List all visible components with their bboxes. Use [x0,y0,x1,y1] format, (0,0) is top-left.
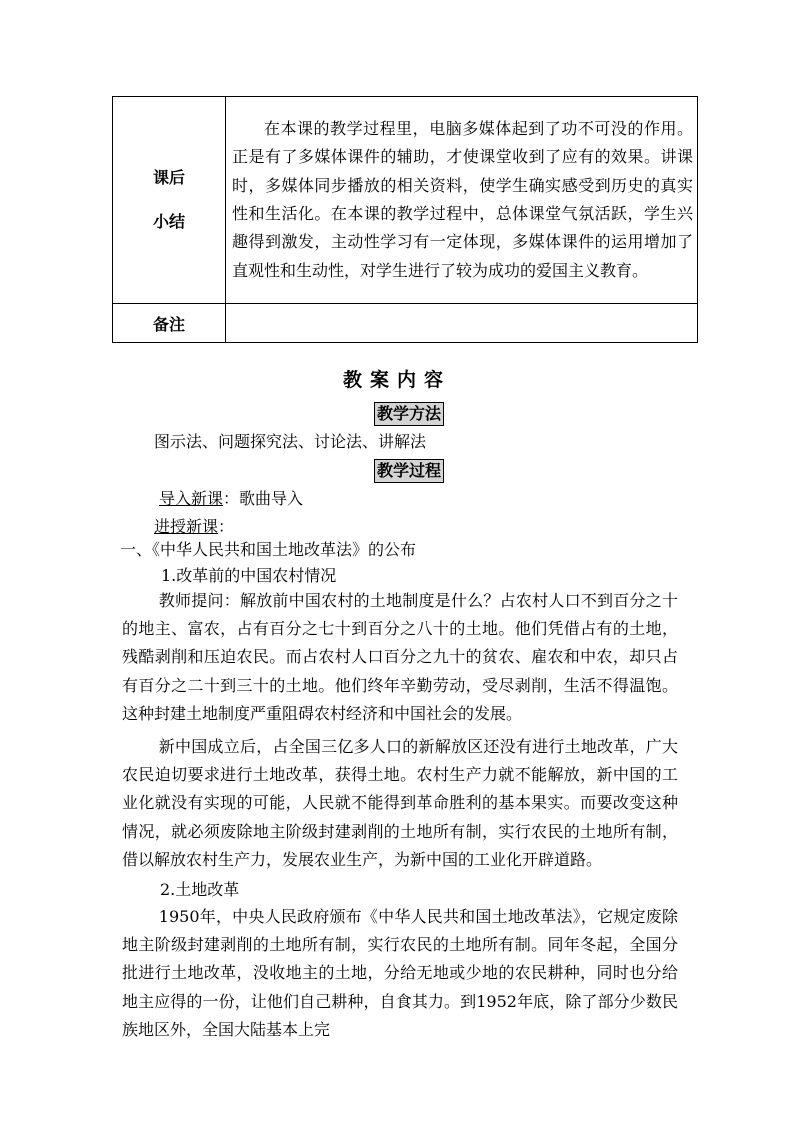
summary-text: 在本课的教学过程里，电脑多媒体起到了功不可没的作用。正是有了多媒体课件的辅助，才使课堂收到了应有的效果。讲课时，多媒体同步播放的相关资料，使学生确实感受到历史的真实性和生活化。在本课的教学过程中，总体课堂气氛活跃，学生兴趣得到激发，主动性学习有一定体现，多媒体课件的运用增加了直观性和生动性，对学生进行了较为成功的爱国主义教育。 [232,118,693,280]
process-heading: 教学过程 [374,459,444,483]
new-lesson-colon: ： [218,517,235,536]
method-heading: 教学方法 [374,402,444,426]
summary-label-line1: 课后 [152,168,185,187]
new-lesson-line [154,517,234,537]
summary-row [113,97,698,304]
summary-label-cell [113,97,226,304]
summary-content-cell [226,97,698,304]
summary-label-line2: 小结 [152,212,185,231]
remarks-content-cell [226,304,698,343]
intro-line [159,489,303,509]
sub2-title: 2.土地改革 [160,880,240,899]
section1-title: 一、《中华人民共和国土地改革法》的公布 [120,540,417,559]
paragraph-2: 新中国成立后，占全国三亿多人口的新解放区还没有进行土地改革，广大农民迫切要求进行土地改革，获得土地。农村生产力就不能解放，新中国的工业化就没有实现的可能，人民就不能得到革命胜利的基本果实。而要改变这种情况，就必须废除地主阶级封建剥削的土地所有制，实行农民的土地所有制，借以解放农村生产力，发展农业生产，为新中国的工业化开辟道路。 [122,737,678,869]
paragraph-1: 教师提问：解放前中国农村的土地制度是什么？占农村人口不到百分之十的地主、富农，占有百分之七十到百分之八十的土地。他们凭借占有的土地，残酷剥削和压迫农民。而占农村人口百分之九十的贫农、雇农和中农，却只占有百分之二十到三十的土地。他们终年辛勤劳动，受尽剥削，生活不得温饱。这种封建土地制度严重阻碍农村经济和中国社会的发展。 [122,591,678,723]
intro-label: 导入新课 [159,489,224,508]
intro-text: ：歌曲导入 [223,489,304,508]
remarks-row [113,304,698,343]
new-lesson-label: 进授新课 [154,517,219,536]
sub1-title: 1.改革前的中国农村情况 [161,566,337,585]
method-text: 图示法、问题探究法、讨论法、讲解法 [154,432,427,451]
remarks-label-cell: 备注 [113,304,226,343]
paragraph-3: 1950年，中央人民政府颁布《中华人民共和国土地改革法》，它规定废除地主阶级封建剥削的土地所有制，实行农民的土地所有制。同年冬起，全国分批进行土地改革，没收地主的土地，分给无地或少地的农民耕种，同时也分给地主应得的一份，让他们自己耕种，自食其力。到1952年底，除了部分少数民族地区外，全国大陆基本上完 [122,907,678,1039]
lesson-title: 教案内容 [342,369,451,391]
summary-table [112,96,698,343]
